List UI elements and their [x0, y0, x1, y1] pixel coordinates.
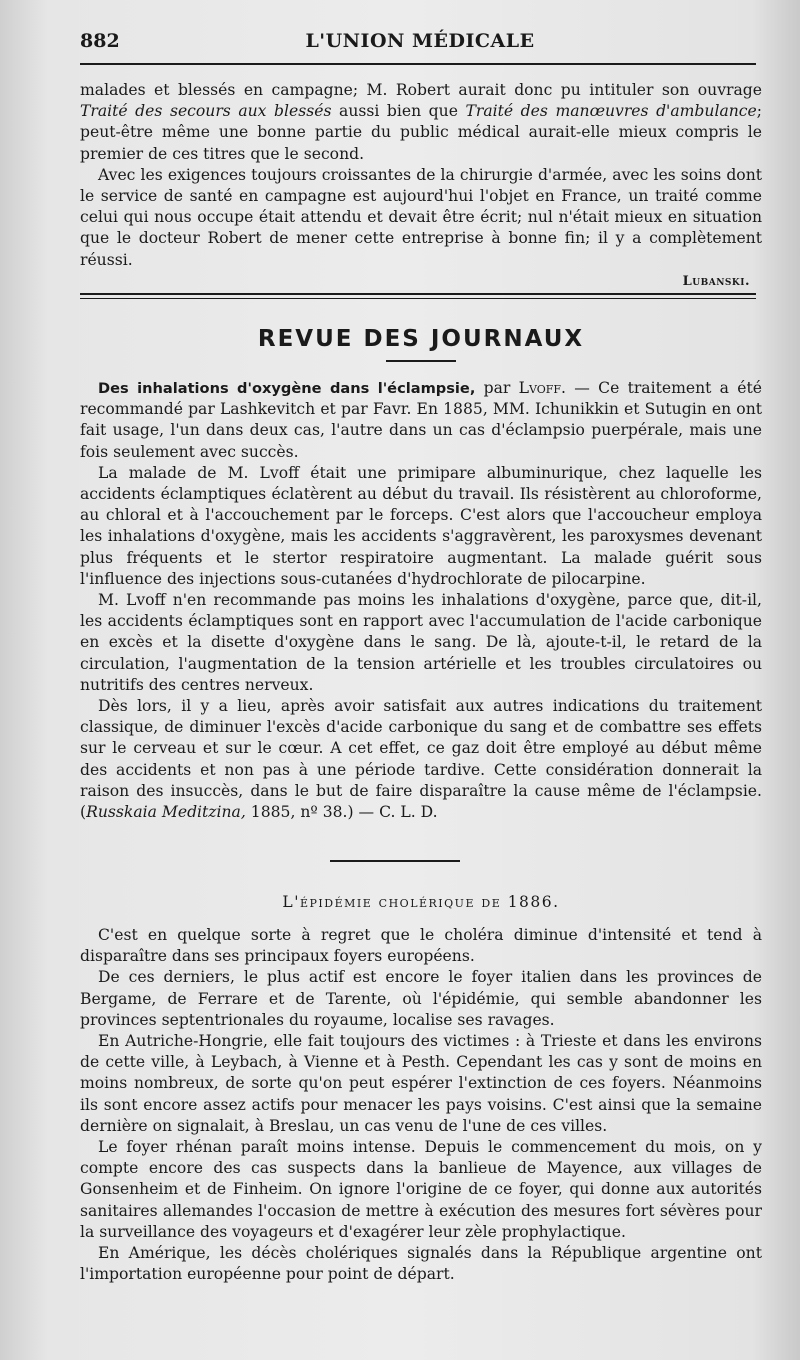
epidemie-paragraph-3: En Autriche-Hongrie, elle fait toujours des victimes : à Trieste et dans les environs de cette ville, à Leybach, à Vienne et à Pesth. Cependant les cas y sont de moins en moins nombreux, de sorte qu'on peut espérer l'extinction de ces foyers. Néanmoins ils sont encore assez actifs pour menacer les pays voisins. C'est ainsi que la semaine dernière on signalait, à Breslau, un cas venu de l'une de ces villes. — [80, 1032, 762, 1135]
source-citation: Russkaia Meditzina, — [86, 803, 246, 822]
section-rule-bottom — [80, 298, 756, 299]
article-separator — [330, 860, 460, 862]
epidemie-paragraph-4: Le foyer rhénan paraît moins intense. Depuis le commencement du mois, on y compte encore des cas suspects dans la banlieue de Mayence, aux villages de Gonsenheim et de Finheim. On ignore l'origine de ce foyer, qui donne aux autorités sanitaires allemandes l'occasion de mettre à exécution des mesures fort sévères pour la surveillance des voyageurs et d'exagérer leur zèle prophylactique. — [80, 1138, 762, 1241]
title-underline — [386, 360, 456, 362]
article-paragraph-2: La malade de M. Lvoff était une primipare albuminurique, chez laquelle les accidents éclamptiques éclatèrent au début du travail. Ils résistèrent au chloroforme, au chloral et à l'accouchement par le forceps. C'est alors que l'accoucheur employa les inhalations d'oxygène, mais les accidents s'aggravèrent, les paroxysmes devenant plus fréquents et le stertor respiratoire augmentant. La malade guérit sous l'influence des injections sous-cutanées d'hydrochlorate de pilocarpine. — [80, 463, 762, 588]
section-rule-top — [80, 293, 756, 295]
intro-paragraph-2: Avec les exigences toujours croissantes de la chirurgie d'armée, avec les soins dont le service de santé en campagne est aujourd'hui l'objet en France, un traité comme celui qui nous occupe était attendu et devait être écrit; nul n'était mieux en situation que le docteur Robert de mener cette entreprise à bonne fin; il y a complètement réussi. — [80, 165, 762, 269]
article-paragraph-3: M. Lvoff n'en recommande pas moins les inhalations d'oxygène, parce que, dit-il, les accidents éclamptiques sont en rapport avec l'accumulation de l'acide carbonique en excès et la disette d'oxygène dans le sang. De là, ajoute-t-il, le retard de la circulation, l'augmentation de la tension artérielle et les troubles circulatoires ou nutritifs des centres nerveux. — [80, 591, 762, 694]
article-lead-paragraph: Des inhalations d'oxygène dans l'éclampsie, par Lvoff. — Ce traitement a été recommandé par Lashkevitch et par Favr. En 1885, MM. Ichunikkin et Sutugin en ont fait usage, l'un dans deux cas, l'autre dans un cas d'éclampsio puerpérale, mais une fois seulement avec succès. — [80, 379, 762, 461]
epidemie-title: L'épidémie cholérique de 1886. — [282, 893, 560, 911]
epidemie-paragraph-5: En Amérique, les décès cholériques signalés dans la République argentine ont l'importation européenne pour point de départ. — [80, 1244, 762, 1284]
article-paragraph-4: Dès lors, il y a lieu, après avoir satisfait aux autres indications du traitement classique, de diminuer l'excès d'acide carbonique du sang et de combattre ses effets sur le cerveau et sur le cœur. A cet effet, ce gaz doit être employé au début même des accidents et non pas à une période tardive. Cette considération donnerait la raison des insuccès, dans le but de faire disparaître la cause même de l'éclampsie. (Russkaia Meditzina, 1885, nº 38.) — C. L. D. — [80, 697, 762, 822]
header-rule — [80, 63, 756, 65]
page-header — [80, 30, 760, 60]
revue-section — [80, 326, 762, 823]
article-heading: Des inhalations d'oxygène dans l'éclampsie, — [98, 380, 476, 397]
intro-section — [80, 80, 762, 292]
intro-paragraph-1: malades et blessés en campagne; M. Robert aurait donc pu intituler son ouvrage Traité des secours aux blessés aussi bien que Traité des manœuvres d'ambulance; peut-être même une bonne partie du public médical aurait-elle mieux compris le premier de ces titres que le second. — [80, 81, 763, 163]
article-author: Lvoff. — [518, 379, 567, 397]
page-number: 882 — [80, 30, 120, 52]
epidemie-section — [80, 893, 762, 1285]
running-title: L'UNION MÉDICALE — [305, 30, 535, 52]
epidemie-paragraph-1: C'est en quelque sorte à regret que le choléra diminue d'intensité et tend à disparaître dans ses principaux foyers européens. — [80, 926, 762, 966]
author-signature: Lubanski. — [682, 273, 750, 289]
epidemie-paragraph-2: De ces derniers, le plus actif est encore le foyer italien dans les provinces de Bergame, de Ferrare et de Tarente, où l'épidémie, qui semble abandonner les provinces septentrionales du royaume, localise ses ravages. — [80, 968, 762, 1029]
section-title: REVUE DES JOURNAUX — [257, 326, 585, 352]
